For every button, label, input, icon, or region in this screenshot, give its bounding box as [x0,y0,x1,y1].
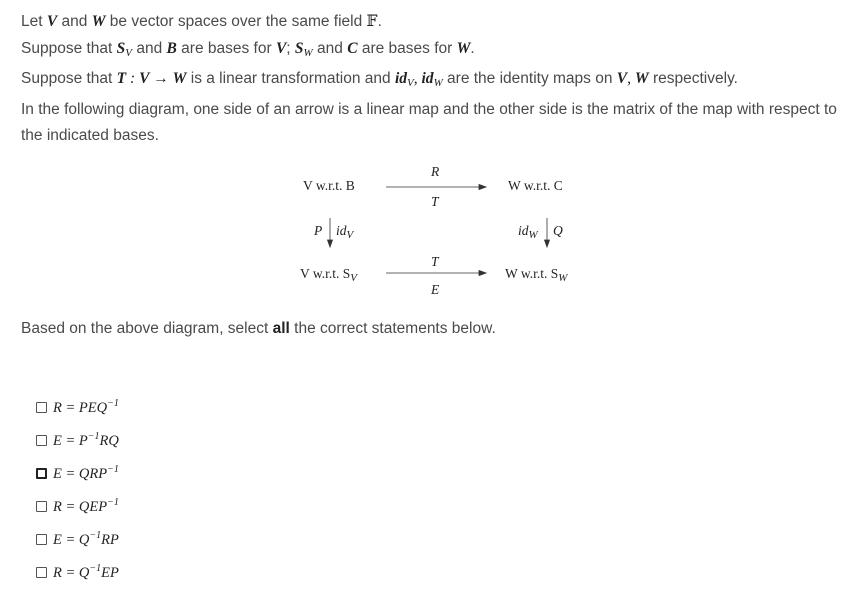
option-6-label: $R = Q^{-1}EP$ [53,562,119,581]
question-prompt: Based on the above diagram, select all the correct statements below. [21,320,496,337]
node-w-basis-c: W w.r.t. C [508,178,563,193]
label-matrix-e: E [431,282,440,297]
option-3[interactable] [36,463,119,483]
option-5[interactable] [36,529,119,549]
node-v-basis-sv: V w.r.t. $S_V$ [300,266,357,284]
option-1-label: $R = PEQ^{-1}$ [53,397,119,416]
label-matrix-p: P [314,223,323,238]
option-4-checkbox[interactable] [36,501,47,512]
label-matrix-q: Q [553,223,563,238]
option-4-label: $R = QEP^{-1}$ [53,496,119,515]
label-matrix-r: R [431,164,440,179]
intro-line-1: Let V and W be vector spaces over the same field 𝔽. [21,13,382,30]
option-5-label: $E = Q^{-1}RP$ [53,529,119,548]
node-w-basis-sw: W w.r.t. $S_W$ [505,266,568,284]
bottom-arrow [386,271,486,276]
option-5-checkbox[interactable] [36,534,47,545]
node-v-basis-b: V w.r.t. B [303,178,355,193]
option-3-label: $E = QRP^{-1}$ [53,463,119,482]
label-id-v: $id_V$ [336,223,354,241]
option-6-checkbox[interactable] [36,567,47,578]
option-3-checkbox[interactable] [36,468,47,479]
top-arrow [386,185,486,190]
option-6[interactable] [36,562,119,582]
intro-line-4: In the following diagram, one side of an arrow is a linear map and the other side is the matrix of the map with respect to the indicated bases. [21,100,837,144]
label-map-t-top: T [431,194,439,209]
intro-line-3: Suppose that T : V → W is a linear transformation and $id_V$, $id_W$ are the identity maps on V, W respectively. [21,70,738,89]
label-map-t-bottom: T [431,254,439,269]
option-2-checkbox[interactable] [36,435,47,446]
intro-line-2: Suppose that $S_V$ and B are bases for V; $S_W$ and C are bases for W. [21,39,475,59]
option-2-label: $E = P^{-1}RQ$ [53,430,119,449]
option-2[interactable] [36,430,119,450]
option-1-checkbox[interactable] [36,402,47,413]
right-arrow [545,218,550,247]
option-4[interactable] [36,496,119,516]
left-arrow [328,218,333,247]
problem-intro [21,9,851,150]
label-id-w: $id_W$ [518,223,538,241]
option-1[interactable] [36,397,119,417]
